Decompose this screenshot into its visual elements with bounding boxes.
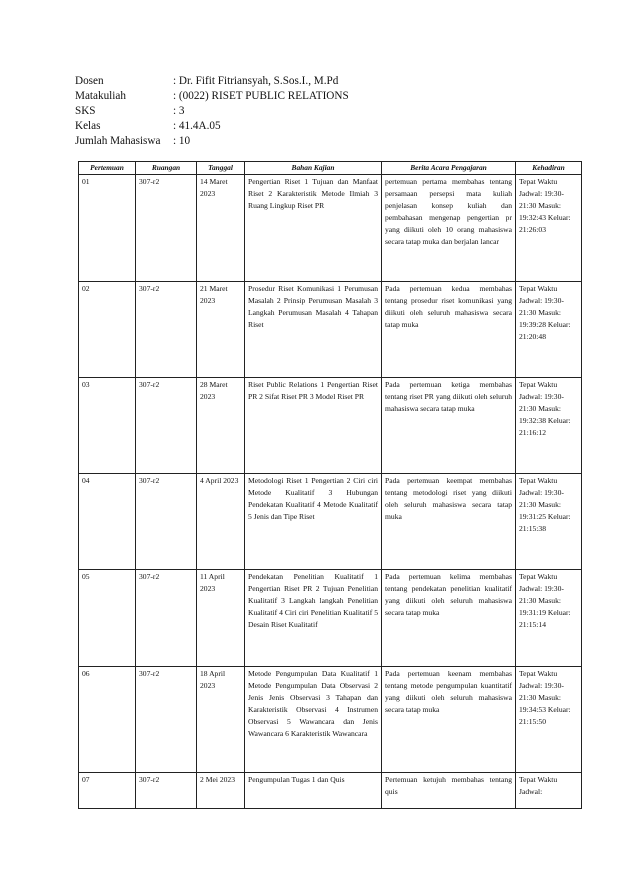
cell-tanggal: 2 Mei 2023 [197,773,245,809]
cell-berita-acara: Pertemuan ketujuh membahas tentang quis [382,773,516,809]
column-header-pertemuan: Pertemuan [79,162,136,175]
cell-berita-acara: pertemuan pertama membahas tentang persamaan persepsi mata kuliah penjelasan konsep kuliah dan pembahasan mengenap pengertian pr yang diikuti oleh 10 orang mahasiswa secara tatap muka dan berjalan lancar [382,175,516,282]
cell-pertemuan: 07 [79,773,136,809]
header-row-kelas [75,119,349,134]
course-header [75,74,349,149]
cell-pertemuan: 04 [79,474,136,570]
cell-tanggal: 4 April 2023 [197,474,245,570]
attendance-table [78,161,582,809]
cell-bahan-kajian: Pengertian Riset 1 Tujuan dan Manfaat Riset 2 Karakteristik Metode Ilmiah 3 Ruang Lingkup Riset PR [245,175,382,282]
cell-ruangan: 307-r2 [136,474,197,570]
cell-pertemuan: 05 [79,570,136,667]
cell-pertemuan: 06 [79,667,136,773]
cell-ruangan: 307-r2 [136,175,197,282]
column-header-tanggal: Tanggal [197,162,245,175]
cell-tanggal: 18 April 2023 [197,667,245,773]
cell-pertemuan: 03 [79,378,136,474]
cell-kehadiran: Tepat Waktu Jadwal: 19:30-21:30 Masuk: 19:32:43 Keluar: 21:26:03 [516,175,582,282]
header-value: : 3 [173,105,185,117]
header-label: Jumlah Mahasiswa [75,135,161,147]
table-row [79,175,582,282]
cell-berita-acara: Pada pertemuan ketiga membahas tentang riset PR yang diikuti oleh seluruh mahasiswa secara tatap muka [382,378,516,474]
table-header-row [79,162,582,175]
table-row [79,282,582,378]
header-row-jumlah-mahasiswa [75,134,349,149]
cell-bahan-kajian: Riset Public Relations 1 Pengertian Riset PR 2 Sifat Riset PR 3 Model Riset PR [245,378,382,474]
cell-kehadiran: Tepat Waktu Jadwal: 19:30-21:30 Masuk: 19:31:19 Keluar: 21:15:14 [516,570,582,667]
cell-kehadiran: Tepat Waktu Jadwal: 19:30-21:30 Masuk: 19:39:28 Keluar: 21:20:48 [516,282,582,378]
header-row-sks [75,104,349,119]
cell-berita-acara: Pada pertemuan keempat membahas tentang metodologi riset yang diikuti oleh seluruh mahasiswa secara tatap muka [382,474,516,570]
cell-bahan-kajian: Pendekatan Penelitian Kualitatif 1 Pengertian Riset PR 2 Tujuan Penelitian Kualitatif 3 Langkah langkah Penelitian Kualitatif 4 Ciri ciri Penelitian Kualitatif 5 Desain Riset Kualitatif [245,570,382,667]
cell-berita-acara: Pada pertemuan kedua membahas tentang prosedur riset komunikasi yang diikuti oleh seluruh mahasiswa secara tatap muka [382,282,516,378]
cell-berita-acara: Pada pertemuan kelima membahas tentang pendekatan penelitian kualitatif yang diikuti oleh seluruh mahasiswa secara tatap muka [382,570,516,667]
cell-bahan-kajian: Metodologi Riset 1 Pengertian 2 Ciri ciri Metode Kualitatif 3 Hubungan Pendekatan Kualitatif 4 Metode Kualitatif 5 Jenis dan Tipe Riset [245,474,382,570]
table-row [79,378,582,474]
column-header-berita-acara: Berita Acara Pengajaran [382,162,516,175]
header-label: Dosen [75,75,104,87]
cell-kehadiran: Tepat Waktu Jadwal: 19:30-21:30 Masuk: 19:31:25 Keluar: 21:15:38 [516,474,582,570]
cell-tanggal: 21 Maret 2023 [197,282,245,378]
cell-bahan-kajian: Prosedur Riset Komunikasi 1 Perumusan Masalah 2 Prinsip Perumusan Masalah 3 Langkah Perumusan Masalah 4 Tahapan Riset [245,282,382,378]
header-label: Matakuliah [75,90,126,102]
cell-kehadiran: Tepat Waktu Jadwal: 19:30-21:30 Masuk: 19:32:38 Keluar: 21:16:12 [516,378,582,474]
table-row [79,773,582,809]
cell-tanggal: 14 Maret 2023 [197,175,245,282]
cell-berita-acara: Pada pertemuan keenam membahas tentang metode pengumpulan kuantitatif yang diikuti oleh seluruh mahasiswa secara tatap muka [382,667,516,773]
cell-kehadiran: Tepat Waktu Jadwal: [516,773,582,809]
column-header-bahan-kajian: Bahan Kajian [245,162,382,175]
cell-pertemuan: 02 [79,282,136,378]
cell-tanggal: 11 April 2023 [197,570,245,667]
cell-bahan-kajian: Metode Pengumpulan Data Kualitatif 1 Metode Pengumpulan Data Observasi 2 Jenis Jenis Observasi 3 Tahapan dan Karakteristik Observasi 4 Instrumen Observasi 5 Wawancara dan Jenis Wawancara 6 Karakteristik Wawancara [245,667,382,773]
header-label: SKS [75,105,96,117]
header-value: : Dr. Fifit Fitriansyah, S.Sos.I., M.Pd [173,75,339,87]
cell-ruangan: 307-r2 [136,282,197,378]
cell-tanggal: 28 Maret 2023 [197,378,245,474]
table-row [79,667,582,773]
header-row-matakuliah [75,89,349,104]
column-header-ruangan: Ruangan [136,162,197,175]
cell-pertemuan: 01 [79,175,136,282]
cell-ruangan: 307-r2 [136,773,197,809]
cell-bahan-kajian: Pengumpulan Tugas 1 dan Quis [245,773,382,809]
cell-kehadiran: Tepat Waktu Jadwal: 19:30-21:30 Masuk: 19:34:53 Keluar: 21:15:50 [516,667,582,773]
cell-ruangan: 307-r2 [136,378,197,474]
header-label: Kelas [75,120,101,132]
cell-ruangan: 307-r2 [136,570,197,667]
cell-ruangan: 307-r2 [136,667,197,773]
header-value: : 10 [173,135,191,147]
table-row [79,570,582,667]
header-value: : 41.4A.05 [173,120,221,132]
table-row [79,474,582,570]
column-header-kehadiran: Kehadiran [516,162,582,175]
header-row-dosen [75,74,349,89]
header-value: : (0022) RISET PUBLIC RELATIONS [173,90,349,102]
